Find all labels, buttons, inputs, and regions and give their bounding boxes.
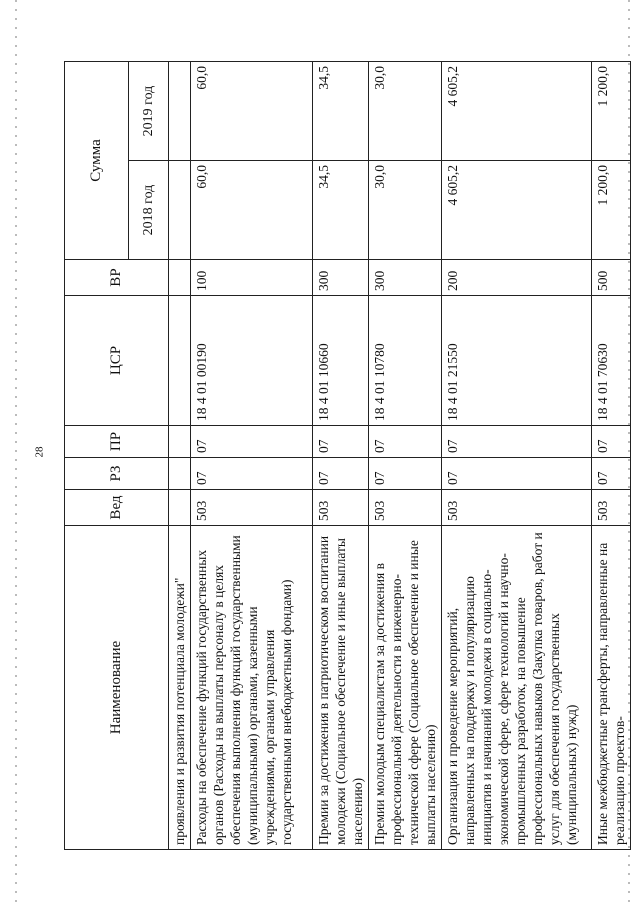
continuation-text: проявления и развития потенциала молодежи" bbox=[169, 526, 191, 850]
row-pr: 07 bbox=[592, 426, 631, 458]
table-row bbox=[313, 61, 369, 849]
header-pr: ПР bbox=[65, 426, 169, 458]
table-row bbox=[369, 61, 442, 849]
table-row-continuation bbox=[169, 61, 191, 849]
row-pr: 07 bbox=[442, 426, 592, 458]
row-csr: 18 4 01 70630 bbox=[592, 296, 631, 426]
row-ved: 503 bbox=[313, 490, 369, 526]
row-sum-2018: 34,5 bbox=[313, 161, 369, 260]
row-pr: 07 bbox=[313, 426, 369, 458]
header-vr: ВР bbox=[65, 260, 169, 296]
row-vr: 200 bbox=[442, 260, 592, 296]
row-rz: 07 bbox=[592, 458, 631, 490]
row-sum-2018: 4 605,2 bbox=[442, 161, 592, 260]
row-name: Иные межбюджетные трансферты, направленные на реализацию проектов- bbox=[592, 526, 631, 850]
row-sum-2019: 4 605,2 bbox=[442, 61, 592, 160]
row-rz: 07 bbox=[442, 458, 592, 490]
rotated-table-wrapper bbox=[64, 62, 627, 850]
header-ved: Вед bbox=[65, 490, 169, 526]
row-rz: 07 bbox=[313, 458, 369, 490]
row-sum-2018: 30,0 bbox=[369, 161, 442, 260]
row-sum-2019: 60,0 bbox=[191, 61, 313, 160]
row-ved: 503 bbox=[592, 490, 631, 526]
row-name: Премии молодым специалистам за достижения в профессиональной деятельности в инженерно-технической сфере (Социальное обеспечение и иные выплаты населению) bbox=[369, 526, 442, 850]
row-ved: 503 bbox=[191, 490, 313, 526]
budget-table bbox=[64, 61, 631, 850]
row-vr: 500 bbox=[592, 260, 631, 296]
row-vr: 100 bbox=[191, 260, 313, 296]
row-vr: 300 bbox=[313, 260, 369, 296]
row-sum-2019: 30,0 bbox=[369, 61, 442, 160]
header-2018: 2018 год bbox=[129, 161, 169, 260]
row-rz: 07 bbox=[369, 458, 442, 490]
row-name: Премии за достижения в патриотическом воспитании молодежи (Социальное обеспечение и иные выплаты населению) bbox=[313, 526, 369, 850]
header-name: Наименование bbox=[65, 526, 169, 850]
row-sum-2019: 1 200,0 bbox=[592, 61, 631, 160]
row-pr: 07 bbox=[369, 426, 442, 458]
header-sum: Сумма bbox=[65, 61, 129, 259]
row-sum-2019: 34,5 bbox=[313, 61, 369, 160]
row-name: Организация и проведение мероприятий, направленных на поддержку и популяризацию инициатив и начинаний молодежи в социально-экономической сфере, сфере технологий и научно-промышленных разработок, на повышение профессиональных навыков (Закупка товаров, работ и услуг для обеспечения государственных (муниципальных) нужд) bbox=[442, 526, 592, 850]
row-csr: 18 4 01 10660 bbox=[313, 296, 369, 426]
row-ved: 503 bbox=[369, 490, 442, 526]
row-csr: 18 4 01 10780 bbox=[369, 296, 442, 426]
header-2019: 2019 год bbox=[129, 61, 169, 160]
scan-edge-marks-left bbox=[15, 0, 17, 905]
row-vr: 300 bbox=[369, 260, 442, 296]
header-csr: ЦСР bbox=[65, 296, 169, 426]
page-number: 28 bbox=[33, 446, 46, 458]
row-rz: 07 bbox=[191, 458, 313, 490]
table-row bbox=[191, 61, 313, 849]
row-ved: 503 bbox=[442, 490, 592, 526]
row-pr: 07 bbox=[191, 426, 313, 458]
header-rz: РЗ bbox=[65, 458, 169, 490]
table-row bbox=[442, 61, 592, 849]
row-name: Расходы на обеспечение функций государственных органов (Расходы на выплаты персоналу в целях обеспечения выполнения функций государственными (муниципальными) органами, казенными учреждениями, органами управления государственными внебюджетными фондами) bbox=[191, 526, 313, 850]
row-csr: 18 4 01 21550 bbox=[442, 296, 592, 426]
table-row bbox=[592, 61, 631, 849]
row-csr: 18 4 01 00190 bbox=[191, 296, 313, 426]
row-sum-2018: 1 200,0 bbox=[592, 161, 631, 260]
row-sum-2018: 60,0 bbox=[191, 161, 313, 260]
